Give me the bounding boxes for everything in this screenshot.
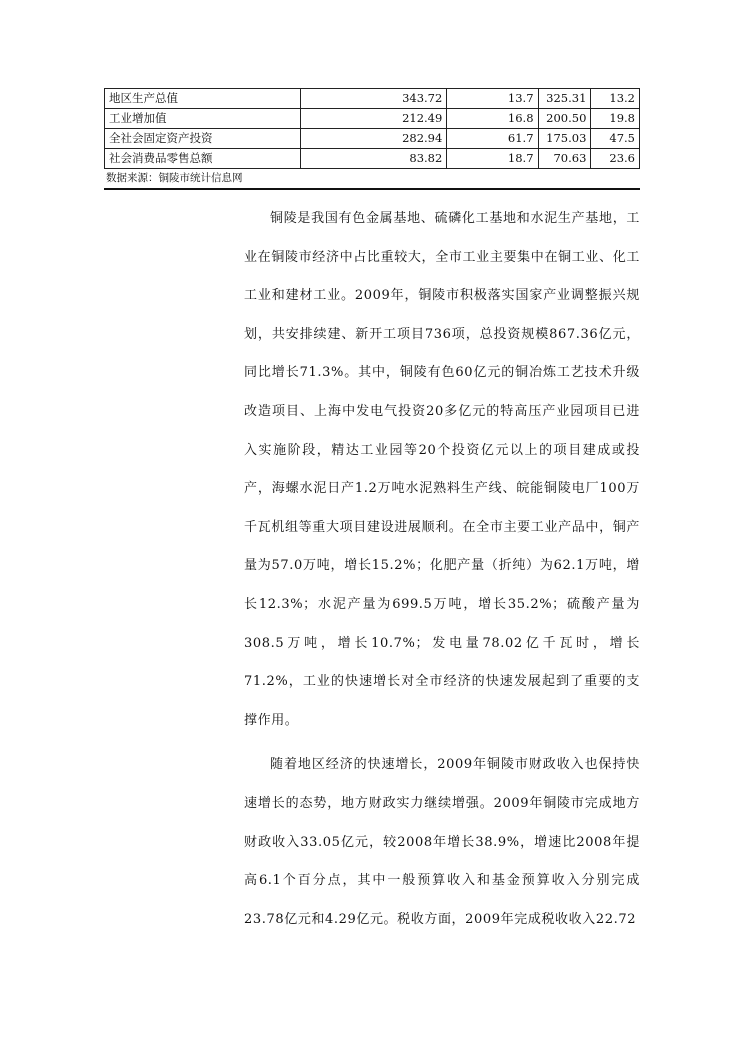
table-bottom-rule — [104, 188, 640, 190]
table-cell: 212.49 — [301, 109, 447, 129]
table-cell: 19.8 — [591, 109, 640, 129]
table-cell: 325.31 — [538, 89, 591, 109]
table-row — [105, 109, 640, 129]
table-cell: 工业增加值 — [105, 109, 301, 129]
table-cell: 16.8 — [447, 109, 538, 129]
table-cell: 全社会固定资产投资 — [105, 129, 301, 149]
table-row — [105, 149, 640, 169]
statistics-table — [104, 88, 640, 169]
table-cell: 18.7 — [447, 149, 538, 169]
table-row — [105, 89, 640, 109]
table-row — [105, 129, 640, 149]
table-cell: 343.72 — [301, 89, 447, 109]
table-cell: 70.63 — [538, 149, 591, 169]
table-cell: 61.7 — [447, 129, 538, 149]
table-cell: 282.94 — [301, 129, 447, 149]
table-cell: 社会消费品零售总额 — [105, 149, 301, 169]
table-cell: 200.50 — [538, 109, 591, 129]
table-cell: 13.7 — [447, 89, 538, 109]
table-cell: 13.2 — [591, 89, 640, 109]
table-cell: 47.5 — [591, 129, 640, 149]
table-cell: 地区生产总值 — [105, 89, 301, 109]
body-text — [244, 200, 640, 939]
paragraph-finance: 随着地区经济的快速增长，2009年铜陵市财政收入也保持快速增长的态势，地方财政实力继续增强。2009年铜陵市完成地方财政收入33.05亿元，较2008年增长38.9%，增速比2008年提高6.1个百分点，其中一般预算收入和基金预算收入分别完成23.78亿元和4.29亿元。税收方面，2009年完成税收收入22.72 — [244, 757, 640, 927]
table-cell: 23.6 — [591, 149, 640, 169]
data-source-note: 数据来源：铜陵市统计信息网 — [106, 172, 243, 184]
table-cell: 83.82 — [301, 149, 447, 169]
table-cell: 175.03 — [538, 129, 591, 149]
paragraph-industry: 铜陵是我国有色金属基地、硫磷化工基地和水泥生产基地，工业在铜陵市经济中占比重较大，全市工业主要集中在铜工业、化工工业和建材工业。2009年，铜陵市积极落实国家产业调整振兴规划，共安排续建、新开工项目736项，总投资规模867.36亿元，同比增长71.3%。其中，铜陵有色60亿元的铜冶炼工艺技术升级改造项目、上海中发电气投资20多亿元的特高压产业园项目已进入实施阶段，精达工业园等20个投资亿元以上的项目建成或投产，海螺水泥日产1.2万吨水泥熟料生产线、皖能铜陵电厂100万千瓦机组等重大项目建设进展顺利。在全市主要工业产品中，铜产量为57.0万吨，增长15.2%；化肥产量（折纯）为62.1万吨，增长12.3%；水泥产量为699.5万吨，增长35.2%；硫酸产量为308.5万吨，增长10.7%；发电量78.02亿千瓦时，增长71.2%，工业的快速增长对全市经济的快速发展起到了重要的支撑作用。 — [244, 211, 640, 728]
